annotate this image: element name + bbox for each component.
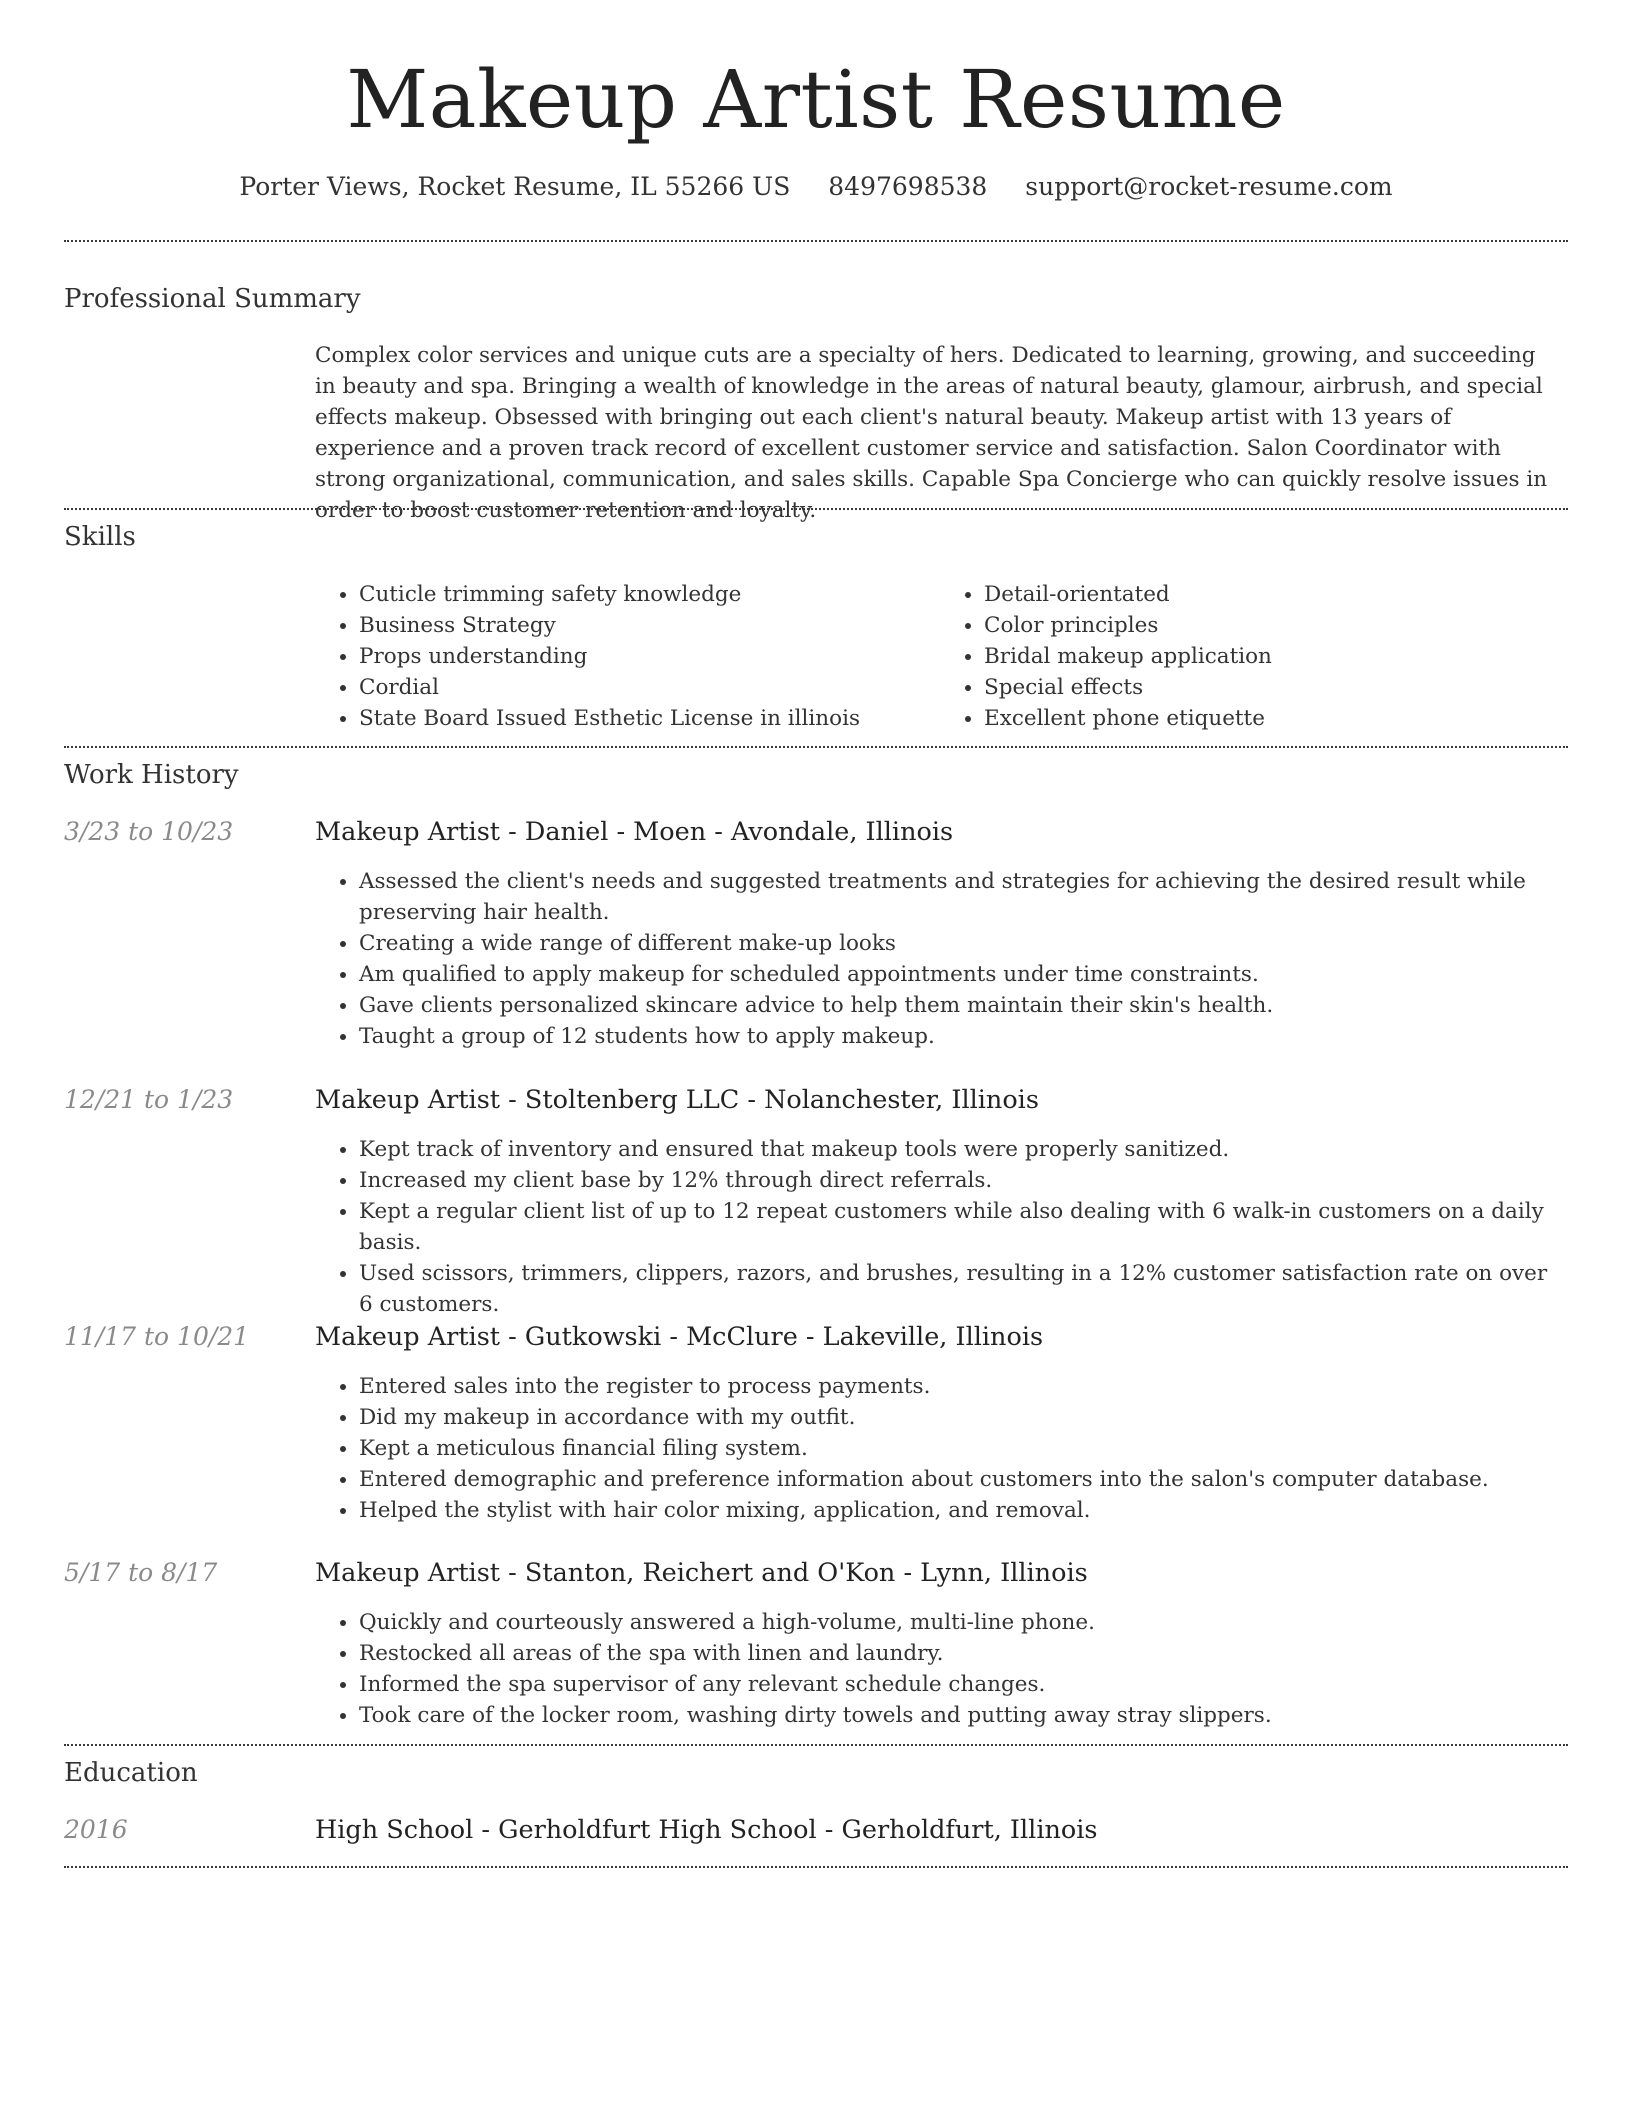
job-duty: • Informed the spa supervisor of any relevant schedule changes. — [359, 1669, 1560, 1700]
job-duty: • Kept a regular client list of up to 12 repeat customers while also dealing with 6 walk-in customers on a daily basis. — [359, 1196, 1560, 1258]
job-title: Makeup Artist - Gutkowski - McClure - Lakeville, Illinois — [315, 1322, 1044, 1352]
contact-line — [0, 170, 1632, 204]
skills-list — [315, 579, 1565, 734]
section-divider — [64, 1866, 1568, 1868]
skills-heading: Skills — [64, 522, 136, 552]
section-divider — [64, 746, 1568, 748]
job-duty: • Am qualified to apply makeup for scheduled appointments under time constraints. — [359, 959, 1560, 990]
skill-item: • Special effects — [984, 672, 1565, 703]
job-duty: • Entered demographic and preference information about customers into the salon's computer database. — [359, 1464, 1560, 1495]
job-duty: • Creating a wide range of different make-up looks — [359, 928, 1560, 959]
skill-item: • Detail-orientated — [984, 579, 1565, 610]
skill-item: • Color principles — [984, 610, 1565, 641]
job-duties — [315, 1134, 1560, 1320]
contact-email: support@rocket-resume.com — [1025, 172, 1393, 201]
skill-item: • State Board Issued Esthetic License in illinois — [359, 703, 940, 734]
job-duty: • Entered sales into the register to process payments. — [359, 1371, 1560, 1402]
skill-item: • Cuticle trimming safety knowledge — [359, 579, 940, 610]
education-heading: Education — [64, 1758, 198, 1788]
education-dates: 2016 — [64, 1815, 128, 1844]
job-dates: 12/21 to 1/23 — [64, 1085, 234, 1114]
job-duty: • Did my makeup in accordance with my outfit. — [359, 1402, 1560, 1433]
job-duty: • Kept track of inventory and ensured that makeup tools were properly sanitized. — [359, 1134, 1560, 1165]
job-duties — [315, 1607, 1560, 1731]
skill-item: • Cordial — [359, 672, 940, 703]
resume-title: Makeup Artist Resume — [346, 53, 1286, 146]
job-duty: • Quickly and courteously answered a high-volume, multi-line phone. — [359, 1607, 1560, 1638]
education-title: High School - Gerholdfurt High School - Gerholdfurt, Illinois — [315, 1815, 1098, 1845]
section-divider — [64, 1744, 1568, 1746]
skill-item: • Excellent phone etiquette — [984, 703, 1565, 734]
section-divider — [64, 240, 1568, 242]
job-duties — [315, 1371, 1560, 1526]
job-duty: • Increased my client base by 12% through direct referrals. — [359, 1165, 1560, 1196]
job-duty: • Kept a meticulous financial filing system. — [359, 1433, 1560, 1464]
contact-address: Porter Views, Rocket Resume, IL 55266 US — [239, 172, 791, 201]
skill-item: • Business Strategy — [359, 610, 940, 641]
job-dates: 11/17 to 10/21 — [64, 1322, 250, 1351]
job-dates: 3/23 to 10/23 — [64, 817, 234, 846]
job-title: Makeup Artist - Stoltenberg LLC - Nolanchester, Illinois — [315, 1085, 1039, 1115]
job-duty: • Took care of the locker room, washing dirty towels and putting away stray slippers. — [359, 1700, 1560, 1731]
skill-item: • Props understanding — [359, 641, 940, 672]
job-dates: 5/17 to 8/17 — [64, 1558, 218, 1587]
section-divider — [64, 508, 1568, 510]
job-duty: • Helped the stylist with hair color mixing, application, and removal. — [359, 1495, 1560, 1526]
job-duty: • Assessed the client's needs and suggested treatments and strategies for achieving the desired result while preserving hair health. — [359, 866, 1560, 928]
skill-item: • Bridal makeup application — [984, 641, 1565, 672]
job-duty: • Gave clients personalized skincare advice to help them maintain their skin's health. — [359, 990, 1560, 1021]
job-title: Makeup Artist - Stanton, Reichert and O'Kon - Lynn, Illinois — [315, 1558, 1088, 1588]
skills-column-left — [315, 579, 940, 734]
job-duty: • Taught a group of 12 students how to apply makeup. — [359, 1021, 1560, 1052]
summary-heading: Professional Summary — [64, 284, 361, 314]
job-duty: • Restocked all areas of the spa with linen and laundry. — [359, 1638, 1560, 1669]
job-duty: • Used scissors, trimmers, clippers, razors, and brushes, resulting in a 12% customer satisfaction rate on over 6 customers. — [359, 1258, 1560, 1320]
skills-column-right — [940, 579, 1565, 734]
job-duties — [315, 866, 1560, 1052]
summary-text: Complex color services and unique cuts are a specialty of hers. Dedicated to learning, growing, and succeeding in beauty and spa. Bringing a wealth of knowledge in the areas of natural beauty, glamour, airbrush, and special effects makeup. Obsessed with bringing out each client's natural beauty. Makeup artist with 13 years of experience and a proven track record of excellent customer service and satisfaction. Salon Coordinator with strong organizational, communication, and sales skills. Capable Spa Concierge who can quickly resolve issues in order to boost customer retention and loyalty. — [315, 343, 1548, 523]
contact-phone: 8497698538 — [828, 172, 988, 201]
work-history-heading: Work History — [64, 760, 239, 790]
job-title: Makeup Artist - Daniel - Moen - Avondale, Illinois — [315, 817, 954, 847]
